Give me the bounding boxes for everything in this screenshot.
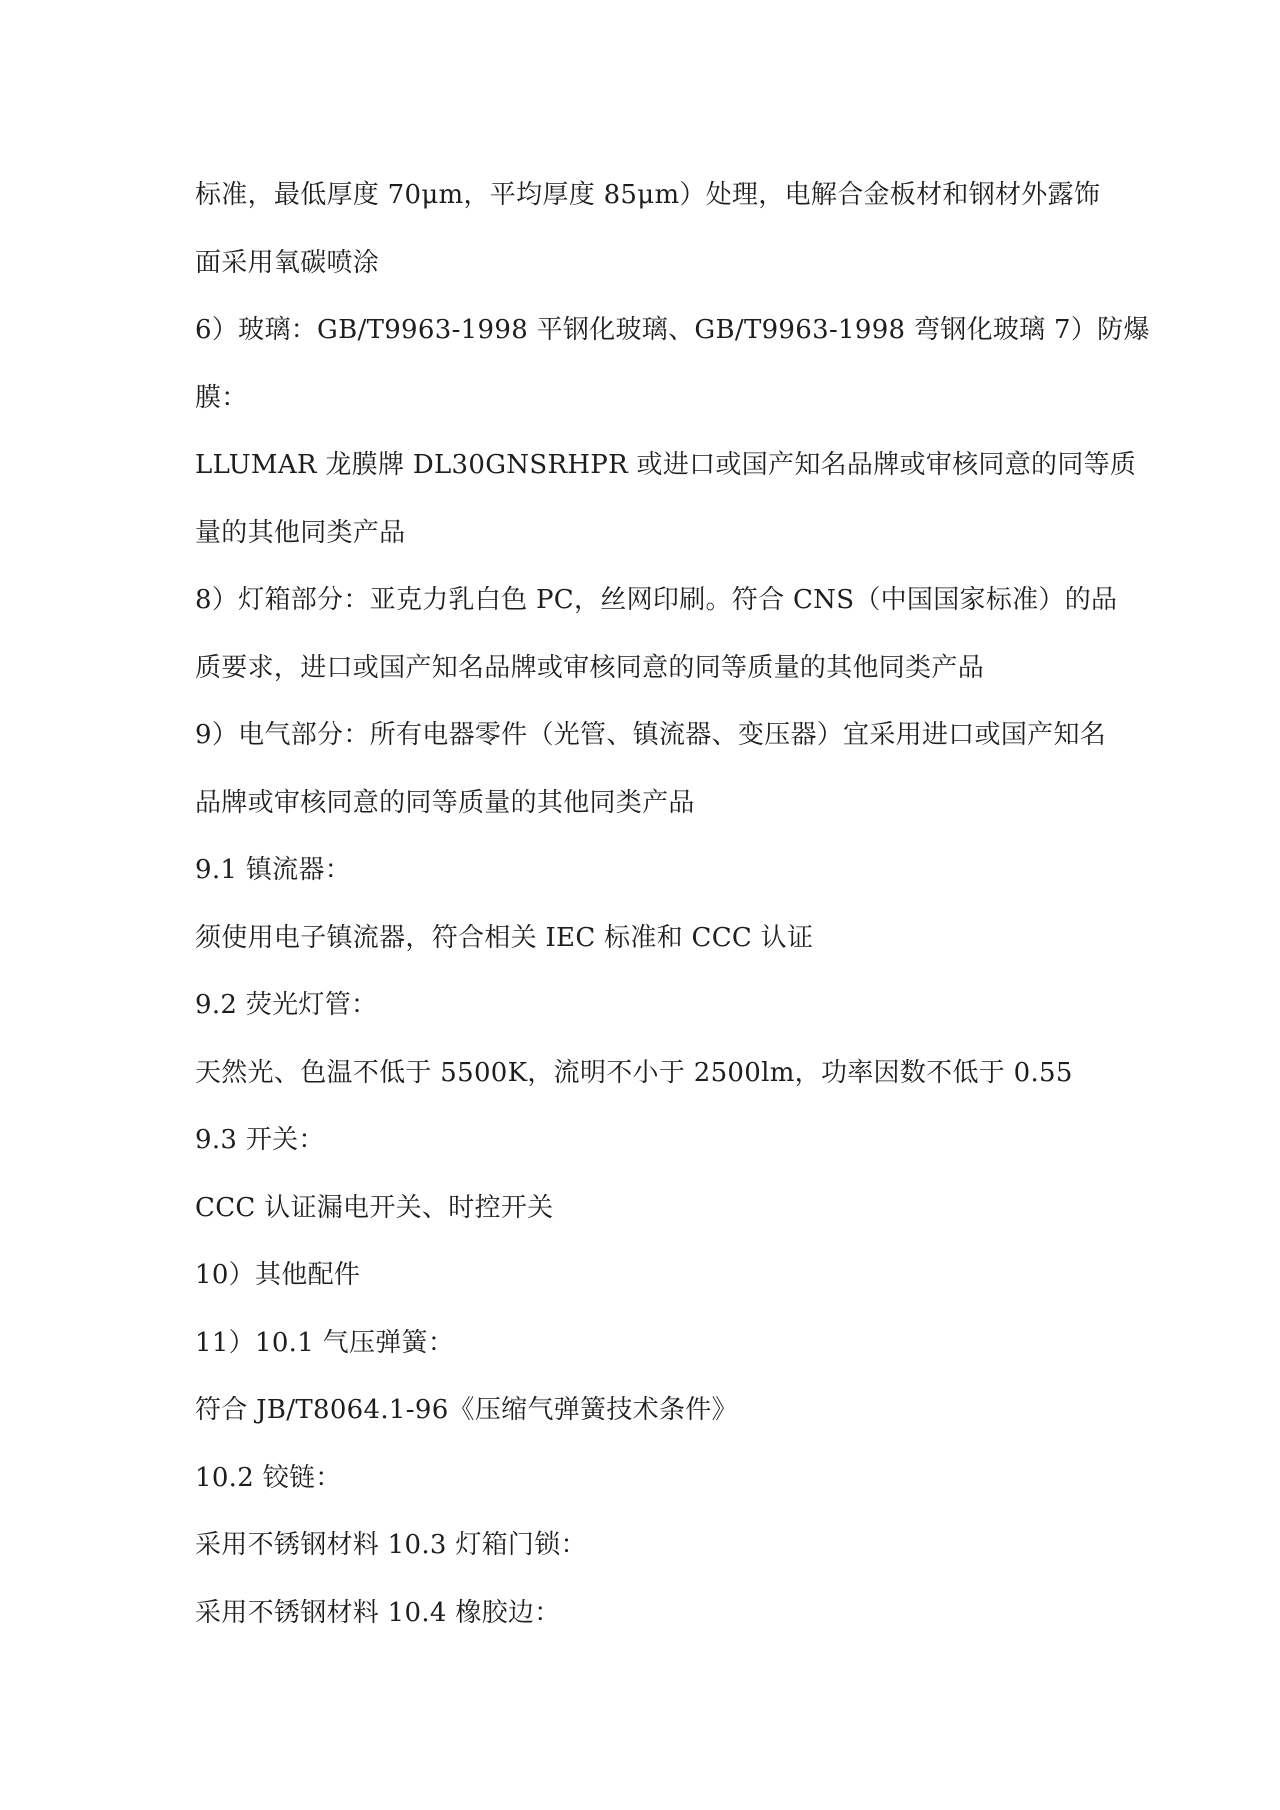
text-line: CCC 认证漏电开关、时控开关 [195, 1192, 554, 1223]
text-line: 质要求，进口或国产知名品牌或审核同意的同等质量的其他同类产品 [195, 652, 985, 683]
text-line: 须使用电子镇流器，符合相关 IEC 标准和 CCC 认证 [195, 922, 814, 953]
section-heading: 11）10.1 气压弹簧： [195, 1327, 455, 1358]
text-line: 8）灯箱部分：亚克力乳白色 PC，丝网印刷。符合 CNS（中国国家标准）的品 [195, 585, 1118, 615]
text-line: 膜： [195, 382, 248, 413]
text-line: 采用不锈钢材料 10.4 橡胶边： [195, 1597, 561, 1628]
text-line: 天然光、色温不低于 5500K，流明不小于 2500lm，功率因数不低于 0.55 [195, 1057, 1073, 1088]
text-line: 符合 JB/T8064.1-96《压缩气弹簧技术条件》 [195, 1395, 738, 1425]
document-body [195, 162, 1150, 1647]
text-line: 标准，最低厚度 70μm，平均厚度 85μm）处理，电解合金板材和钢材外露饰 [195, 180, 1101, 210]
text-line: 量的其他同类产品 [195, 517, 406, 548]
text-line: 品牌或审核同意的同等质量的其他同类产品 [195, 787, 695, 818]
text-line: 6）玻璃：GB/T9963-1998 平钢化玻璃、GB/T9963-1998 弯钢化玻璃 7）防爆 [195, 315, 1150, 345]
section-heading: 9.3 开关： [195, 1125, 325, 1155]
text-line: 9）电气部分：所有电器零件（光管、镇流器、变压器）宜采用进口或国产知名 [195, 720, 1107, 750]
section-heading: 10）其他配件 [195, 1260, 361, 1290]
text-line: 采用不锈钢材料 10.3 灯箱门锁： [195, 1530, 587, 1560]
text-line: LLUMAR 龙膜牌 DL30GNSRHPR 或进口或国产知名品牌或审核同意的同等质 [195, 450, 1137, 480]
text-line: 面采用氧碳喷涂 [195, 247, 380, 278]
section-heading: 9.2 荧光灯管： [195, 990, 378, 1020]
section-heading: 10.2 铰链： [195, 1462, 342, 1493]
section-heading: 9.1 镇流器： [195, 855, 352, 885]
